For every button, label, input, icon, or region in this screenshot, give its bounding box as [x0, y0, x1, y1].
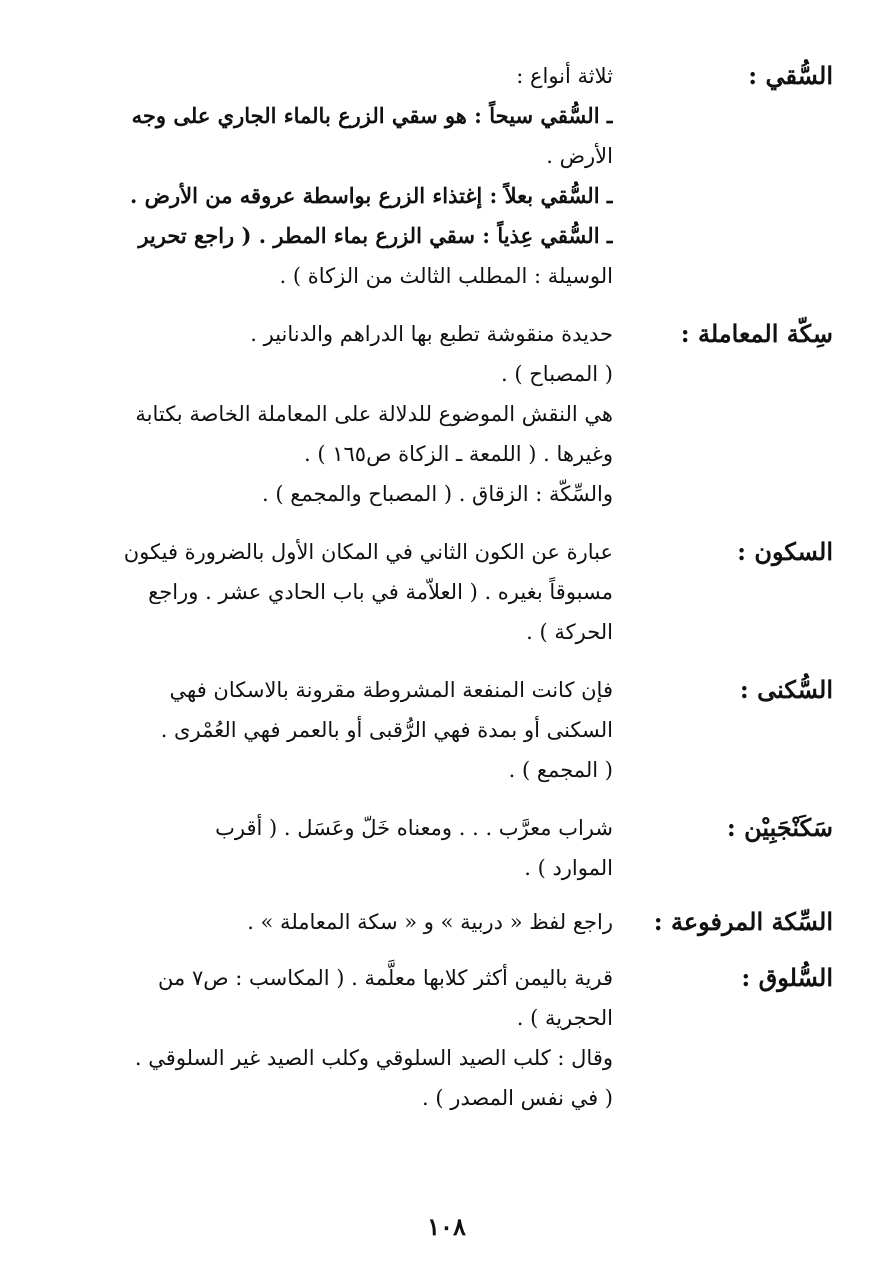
definition-line: ـ السُّقي سيحاً : هو سقي الزرع بالماء الجاري على وجه [131, 103, 613, 128]
definition-line: ( المصباح ) . [501, 362, 613, 386]
definition-line: ثلاثة أنواع : [516, 64, 613, 88]
definition-line: قرية باليمن أكثر كلابها معلَّمة . ( المكاسب : ص٧ من [158, 966, 613, 990]
definition-line: ( في نفس المصدر ) . [422, 1086, 613, 1110]
entry-definition [88, 808, 613, 888]
page-number: ١٠٨ [427, 1212, 466, 1241]
entry-term: السِّكة المرفوعة : [653, 907, 833, 936]
entry-definition [88, 56, 613, 296]
definition-line: شراب معرَّب . . . ومعناه خَلّ وعَسَل . ( أقرب [215, 816, 613, 840]
definition-line: وغيرها . ( اللمعة ـ الزكاة ص١٦٥ ) . [304, 442, 613, 466]
definition-line: الحركة ) . [526, 620, 613, 644]
entry-term: السُّقي : [748, 61, 833, 90]
definition-line: ـ السُّقي عِذياً : سقي الزرع بماء المطر . ( راجع تحرير [138, 223, 613, 248]
definition-line: عبارة عن الكون الثاني في المكان الأول بالضرورة فيكون [123, 540, 613, 564]
definition-line: والسِّكّة : الزقاق . ( المصباح والمجمع ) . [262, 482, 613, 506]
definition-line: ـ السُّقي بعلاً : إغتذاء الزرع بواسطة عروقه من الأرض . [129, 183, 613, 208]
entry-term: سَكَنْجَبِيْن : [726, 813, 833, 842]
definition-line: الموارد ) . [524, 856, 613, 880]
definition-line: فإن كانت المنفعة المشروطة مقرونة بالاسكان فهي [169, 678, 613, 702]
definition-line: هي النقش الموضوع للدلالة على المعاملة الخاصة بكتابة [135, 402, 613, 426]
entry-definition [88, 670, 613, 790]
entry-term: سِكّة المعاملة : [680, 319, 833, 348]
entry-definition [88, 314, 613, 514]
entry-definition [88, 958, 613, 1118]
definition-line: وقال : كلب الصيد السلوقي وكلب الصيد غير السلوقي . [134, 1046, 613, 1070]
definition-line: الأرض . [546, 144, 613, 168]
definition-line: الحجرية ) . [516, 1006, 613, 1030]
entry-definition [88, 532, 613, 652]
entry-definition [88, 902, 613, 942]
definition-line: ( المجمع ) . [508, 758, 613, 782]
definition-line: مسبوقاً بغيره . ( العلاّمة في باب الحادي عشر . وراجع [148, 580, 613, 604]
entry-term: السُّكنى : [739, 675, 833, 704]
entry-term: السكون : [737, 537, 833, 566]
definition-line: السكنى أو بمدة فهي الرُّقبى أو بالعمر فهي العُمْرى . [160, 718, 613, 742]
definition-line: راجع لفظ « دربية » و « سكة المعاملة » . [247, 910, 613, 934]
definition-line: الوسيلة : المطلب الثالث من الزكاة ) . [279, 264, 613, 288]
definition-line: حديدة منقوشة تطبع بها الدراهم والدنانير . [250, 322, 613, 346]
entry-term: السُّلوق : [741, 963, 833, 992]
